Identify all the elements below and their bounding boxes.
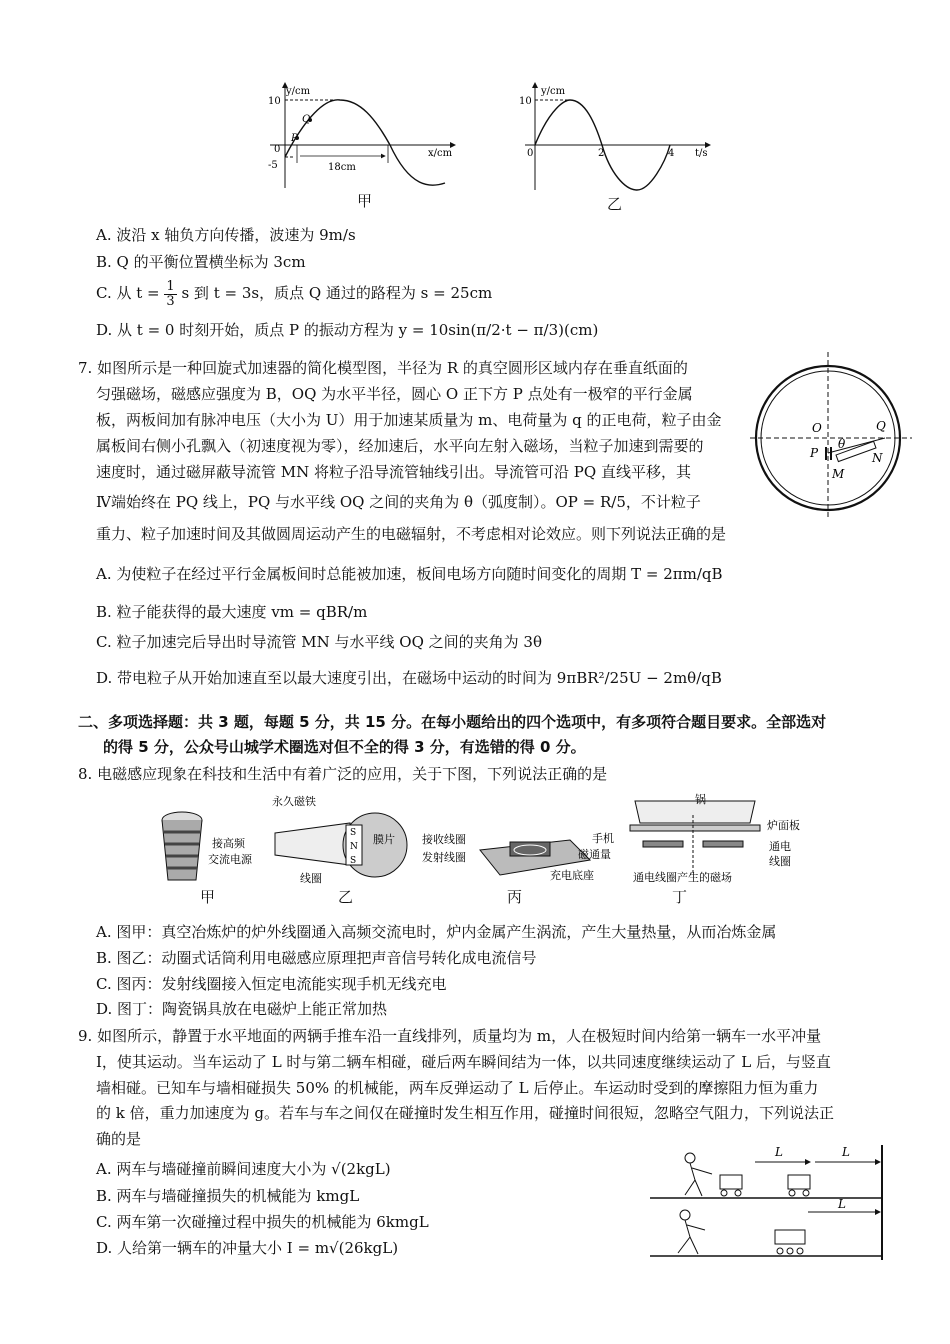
cooker-pot-label: 锅	[695, 793, 706, 806]
q6-c-den: 3	[166, 293, 175, 309]
yi-caption: 乙	[607, 195, 623, 213]
q9-option-d: D. 人给第一辆车的冲量大小 I = m√(26kgL)	[96, 1239, 399, 1257]
q6-c-fraction	[164, 280, 176, 309]
charge-phone-label: 手机	[592, 832, 614, 845]
mic-film-label: 膜片	[373, 833, 395, 846]
q9-option-b: B. 两车与墙碰撞损失的机械能为 kmgL	[96, 1187, 360, 1205]
jia-point-q: Q	[302, 114, 311, 125]
q7-stem-6: Ⅳ端始终在 PQ 线上，PQ 与水平线 OQ 之间的夹角为 θ（弧度制）。OP = R/5，不计粒子	[96, 493, 701, 511]
carts-diagram	[650, 1140, 890, 1265]
cooker-field-label: 通电线圈产生的磁场	[633, 871, 732, 884]
cyclotron-label-theta: θ	[838, 437, 846, 451]
mic-magnet-label: 永久磁铁	[272, 795, 316, 808]
fig-bing-caption: 丙	[507, 888, 523, 906]
q6-option-d: D. 从 t = 0 时刻开始，质点 P 的振动方程为 y = 10sin(π/2·t − π/3)(cm)	[96, 321, 599, 339]
q7-stem-2: 匀强磁场，磁感应强度为 B，OQ 为水平半径，圆心 O 正下方 P 点处有一极窄的平行金属	[96, 385, 693, 403]
section2-header-line2: 的得 5 分，公众号山城学术圈选对但不全的得 3 分，有选错的得 0 分。	[103, 738, 586, 756]
q6-option-c	[96, 276, 492, 310]
mic-n-label: N	[350, 842, 358, 852]
furnace-figure	[150, 800, 280, 890]
q8-option-a: A. 图甲：真空冶炼炉的炉外线圈通入高频交流电时，炉内金属产生涡流，产生大量热量，从而冶炼金属	[96, 923, 777, 941]
cooker-panel-label: 炉面板	[767, 819, 800, 832]
cooker-coil-label-1: 通电	[769, 840, 791, 853]
furnace-label-1: 接高频	[212, 837, 245, 850]
q9-stem-1: 9. 如图所示，静置于水平地面的两辆手推车沿一直线排列，质量均为 m，人在极短时间内给第一辆车一水平冲量	[78, 1027, 822, 1045]
cyclotron-label-o: O	[812, 421, 822, 435]
furnace-label-2: 交流电源	[208, 853, 252, 866]
wireless-charge-figure	[420, 820, 620, 890]
q7-stem-4: 属板间右侧小孔飘入（初速度视为零），经加速后，水平向左射入磁场，当粒子加速到需要的	[96, 437, 704, 455]
jia-caption: 甲	[357, 192, 373, 210]
jia-y-label: y/cm	[286, 86, 311, 97]
yi-tick-4: 4	[668, 148, 675, 159]
q9-stem-2: I，使其运动。当车运动了 L 时与第二辆车相碰，碰后两车瞬间结为一体，以共同速度继续运动了 L 后，与竖直	[96, 1053, 831, 1071]
q7-option-b: B. 粒子能获得的最大速度 vm = qBR/m	[96, 603, 368, 621]
fig-yi-caption: 乙	[338, 888, 354, 906]
yi-tick-10: 10	[519, 96, 532, 107]
charge-recv-label: 接收线圈	[422, 833, 466, 846]
jia-point-p: P	[291, 133, 298, 144]
q6-option-a: A. 波沿 x 轴负方向传播，波速为 9m/s	[96, 226, 356, 244]
yi-t-label: t/s	[695, 148, 708, 159]
q9-option-c: C. 两车第一次碰撞过程中损失的机械能为 6kmgL	[96, 1213, 429, 1231]
jia-distance-label: 18cm	[328, 162, 356, 173]
charge-flux-label: 磁通量	[578, 848, 611, 861]
q8-option-d: D. 图丁：陶瓷锅具放在电磁炉上能正常加热	[96, 1000, 388, 1018]
yi-tick-0: 0	[527, 148, 534, 159]
q9-stem-5: 确的是	[96, 1130, 142, 1148]
q9-stem-4: 的 k 倍，重力加速度为 g。若车与车之间仅在碰撞时发生相互作用，碰撞时间很短，忽略空气阻力，下列说法正	[96, 1104, 835, 1122]
charge-base-label: 充电底座	[550, 869, 594, 882]
q9-stem-3: 墙相碰。已知车与墙相碰损失 50% 的机械能，两车反弹运动了 L 后停止。车运动时受到的摩擦阻力恒为重力	[96, 1079, 819, 1097]
jia-tick-10: 10	[268, 96, 281, 107]
q9-option-a: A. 两车与墙碰撞前瞬间速度大小为 √(2kgL)	[96, 1160, 391, 1178]
cyclotron-label-q: Q	[876, 419, 886, 433]
wave-graph-yi	[515, 78, 715, 198]
cyclotron-label-n: N	[872, 451, 883, 465]
microphone-figure	[270, 795, 420, 890]
cart-l-label-3: L	[838, 1197, 846, 1211]
q8-stem: 8. 电磁感应现象在科技和生活中有着广泛的应用，关于下图，下列说法正确的是	[78, 765, 608, 783]
cart-l-label-1: L	[775, 1145, 783, 1159]
fig-ding-caption: 丁	[672, 888, 688, 906]
induction-cooker-figure	[625, 793, 815, 888]
jia-tick-m5: -5	[268, 160, 278, 171]
jia-tick-0: 0	[274, 144, 281, 155]
mic-s2-label: S	[350, 856, 357, 866]
mic-coil-label: 线圈	[300, 872, 322, 885]
q7-option-a: A. 为使粒子在经过平行金属板间时总能被加速，板间电场方向随时间变化的周期 T = 2πm/qB	[96, 565, 723, 583]
q8-option-b: B. 图乙：动圈式话筒利用电磁感应原理把声音信号转化成电流信号	[96, 949, 537, 967]
q7-stem-7: 重力、粒子加速时间及其做圆周运动产生的电磁辐射，不考虑相对论效应。则下列说法正确的是	[96, 525, 727, 543]
q6-option-b: B. Q 的平衡位置横坐标为 3cm	[96, 253, 306, 271]
cyclotron-diagram	[750, 350, 915, 520]
q6-c-num: 1	[166, 278, 175, 294]
cart-l-label-2: L	[842, 1145, 850, 1159]
q8-option-c: C. 图丙：发射线圈接入恒定电流能实现手机无线充电	[96, 975, 447, 993]
charge-send-label: 发射线圈	[422, 851, 466, 864]
cyclotron-label-p: P	[810, 446, 819, 460]
fig-jia-caption: 甲	[200, 888, 216, 906]
jia-x-label: x/cm	[428, 148, 453, 159]
q6-c-prefix: C. 从 t =	[96, 284, 160, 302]
wave-graph-jia	[260, 78, 460, 208]
yi-y-label: y/cm	[541, 86, 566, 97]
q7-option-c: C. 粒子加速完后导出时导流管 MN 与水平线 OQ 之间的夹角为 3θ	[96, 633, 542, 651]
cyclotron-label-m: M	[832, 467, 845, 481]
q7-stem-1: 7. 如图所示是一种回旋式加速器的简化模型图，半径为 R 的真空圆形区域内存在垂直纸面的	[78, 359, 688, 377]
yi-tick-2: 2	[598, 148, 605, 159]
cooker-coil-label-2: 线圈	[769, 855, 791, 868]
q6-c-suffix: s 到 t = 3s，质点 Q 通过的路程为 s = 25cm	[181, 284, 493, 302]
q7-option-d: D. 带电粒子从开始加速直至以最大速度引出，在磁场中运动的时间为 9πBR²/25U − 2mθ/qB	[96, 669, 722, 687]
q7-stem-3: 板，两板间加有脉冲电压（大小为 U）用于加速某质量为 m、电荷量为 q 的正电荷，粒子由金	[96, 411, 722, 429]
q7-stem-5: 速度时，通过磁屏蔽导流管 MN 将粒子沿导流管轴线引出。导流管可沿 PQ 直线平移，其	[96, 463, 691, 481]
section2-header-line1: 二、多项选择题：共 3 题，每题 5 分，共 15 分。在每小题给出的四个选项中，有多项符合题目要求。全部选对	[78, 713, 827, 731]
mic-s1-label: S	[350, 828, 357, 838]
